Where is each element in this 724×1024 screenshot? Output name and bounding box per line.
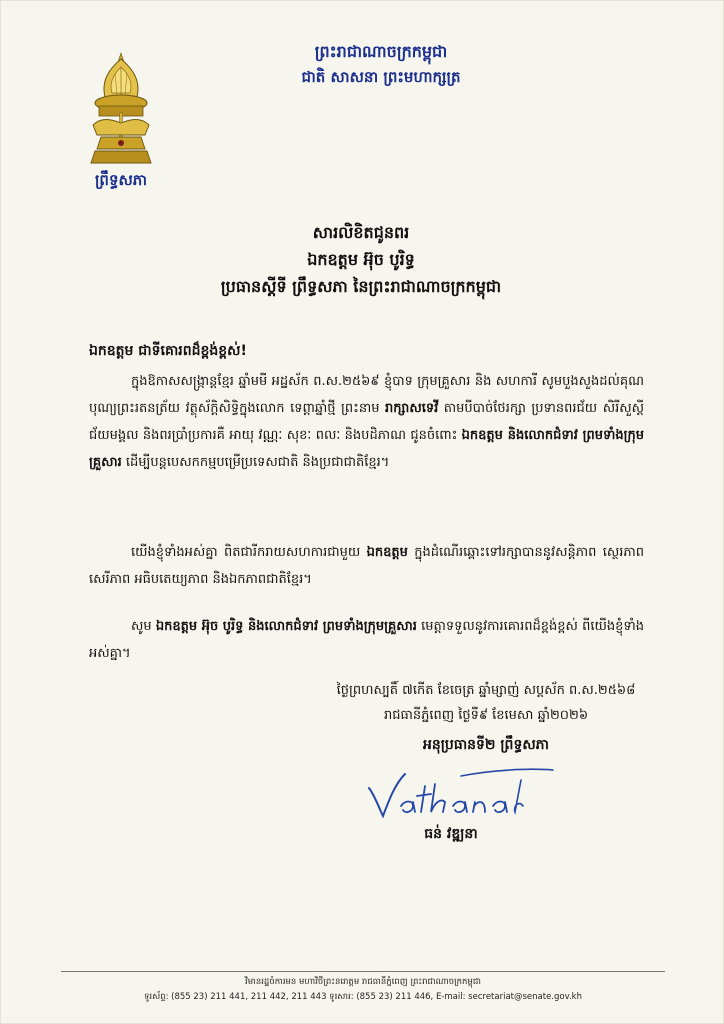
paragraph-3 <box>89 613 644 667</box>
footer-divider <box>61 971 665 972</box>
title-line-3: ប្រធានស្តីទី ព្រឹទ្ធសភា នៃព្រះរាជាណាចក្រកម្ពុជា <box>220 277 502 296</box>
handwritten-signature <box>361 766 561 826</box>
p1-text-d: ឯកឧត្តម និងលោកជំទាវ ព្រមទាំងក្រុមគ្រួសារ <box>89 428 644 470</box>
footer <box>61 975 665 1005</box>
p3-text-a: សូម <box>131 619 156 634</box>
p1-text-c: តាមបីបាច់ថែរក្សា ប្រទានពរជ័យ សិរីសួស្តី ជ័យមង្គល និងពរប្រាំប្រការគឺ អាយុ វណ្ណៈ សុខៈ ពលៈ និងបដិភាណ ជូនចំពោះ <box>89 401 644 443</box>
title-line-1: សារលិខិតជូនពរ <box>312 223 410 242</box>
letter-title <box>61 219 661 300</box>
p2-text-a: យើងខ្ញុំទាំងអស់គ្នា ពិតជារីករាយសហការជាមួយ <box>131 545 367 560</box>
kingdom-name: ព្រះរាជាណាចក្រកម្ពុជា <box>314 42 448 61</box>
p3-text-c: មេត្តាទទួលនូវការគោរពដ៏ខ្ពង់ខ្ពស់ ពីយើងខ្ញុំទាំងអស់គ្នា។ <box>89 619 644 661</box>
p1-text-e: ដើម្បីបន្តបេសកកម្មបម្រើប្រទេសជាតិ និងប្រជាជាតិខ្មែរ។ <box>121 455 390 470</box>
title-line-2: ឯកឧត្តម អ៊ុច បូរិទ្ធ <box>307 250 415 269</box>
p1-text-a: ក្នុងឱកាសសង្រ្កាន្តខ្មែរ ឆ្នាំមមី អដ្ឋស័ក ព.ស.២៥៦៩ ខ្ញុំបាទ ក្រុមគ្រួសារ និង សហការី សូមបួងសួងដល់គុណបុណ្យព្រះរតនត្រ័យ វត្ថុស័ក្តិសិទ្ធិក្នុងលោក ទេព្តាឆ្នាំថ្មី ព្រះនាម <box>89 374 644 416</box>
footer-address: វិមានរដ្ឋចំការមន មហាវិថីព្រះនរោត្តម រាជធានីភ្នំពេញ ព្រះរាជាណាចក្រកម្ពុជា <box>245 977 481 987</box>
paragraph-1 <box>89 368 644 476</box>
motto-text: ជាតិ សាសនា ព្រះមហាក្សត្រ <box>301 68 461 86</box>
footer-contact: ទូរស័ព្ទ: (855 23) 211 441, 211 442, 211 443 ទូរសារ: (855 23) 211 446, E-mail: secretariat@senate.gov.kh <box>144 992 582 1002</box>
p1-text-b: រាក្សាសទេវី <box>385 401 439 416</box>
p2-text-b: ឯកឧត្តម <box>366 545 408 560</box>
senate-emblem-icon <box>81 51 161 166</box>
p2-text-c: ក្នុងដំណើរឆ្ពោះទៅរក្សាបាននូវសន្តិភាព ស្ថេរភាព សេរីភាព អធិបតេយ្យភាព និងឯកភាពជាតិខ្មែរ។ <box>89 545 644 587</box>
date-block <box>301 678 671 728</box>
salutation: ឯកឧត្តម ជាទីគោរពដ៏ខ្ពង់ខ្ពស់! <box>89 343 247 359</box>
solar-date: រាជធានីភ្នំពេញ ថ្ងៃទី៩ ខែមេសា ឆ្នាំ២០២៦ <box>383 708 589 723</box>
signatory-name: ធន់ វឌ្ឍនា <box>424 826 478 842</box>
lunar-date: ថ្ងៃព្រហស្បតិ៍ ៧កើត ខែចេត្រ ឆ្នាំម្សាញ់ សប្តស័ក ព.ស.២៥៦៨ <box>336 683 636 698</box>
p3-text-b: ឯកឧត្តម អ៊ុច បូរិទ្ធ និងលោកជំទាវ ព្រមទាំងក្រុមគ្រួសារ <box>155 619 417 634</box>
signatory-title: អនុប្រធានទី២ ព្រឹទ្ធសភា <box>422 737 549 753</box>
organization-label: ព្រឹទ្ធសភា <box>94 171 148 189</box>
national-motto <box>251 39 511 89</box>
paragraph-2 <box>89 539 644 593</box>
